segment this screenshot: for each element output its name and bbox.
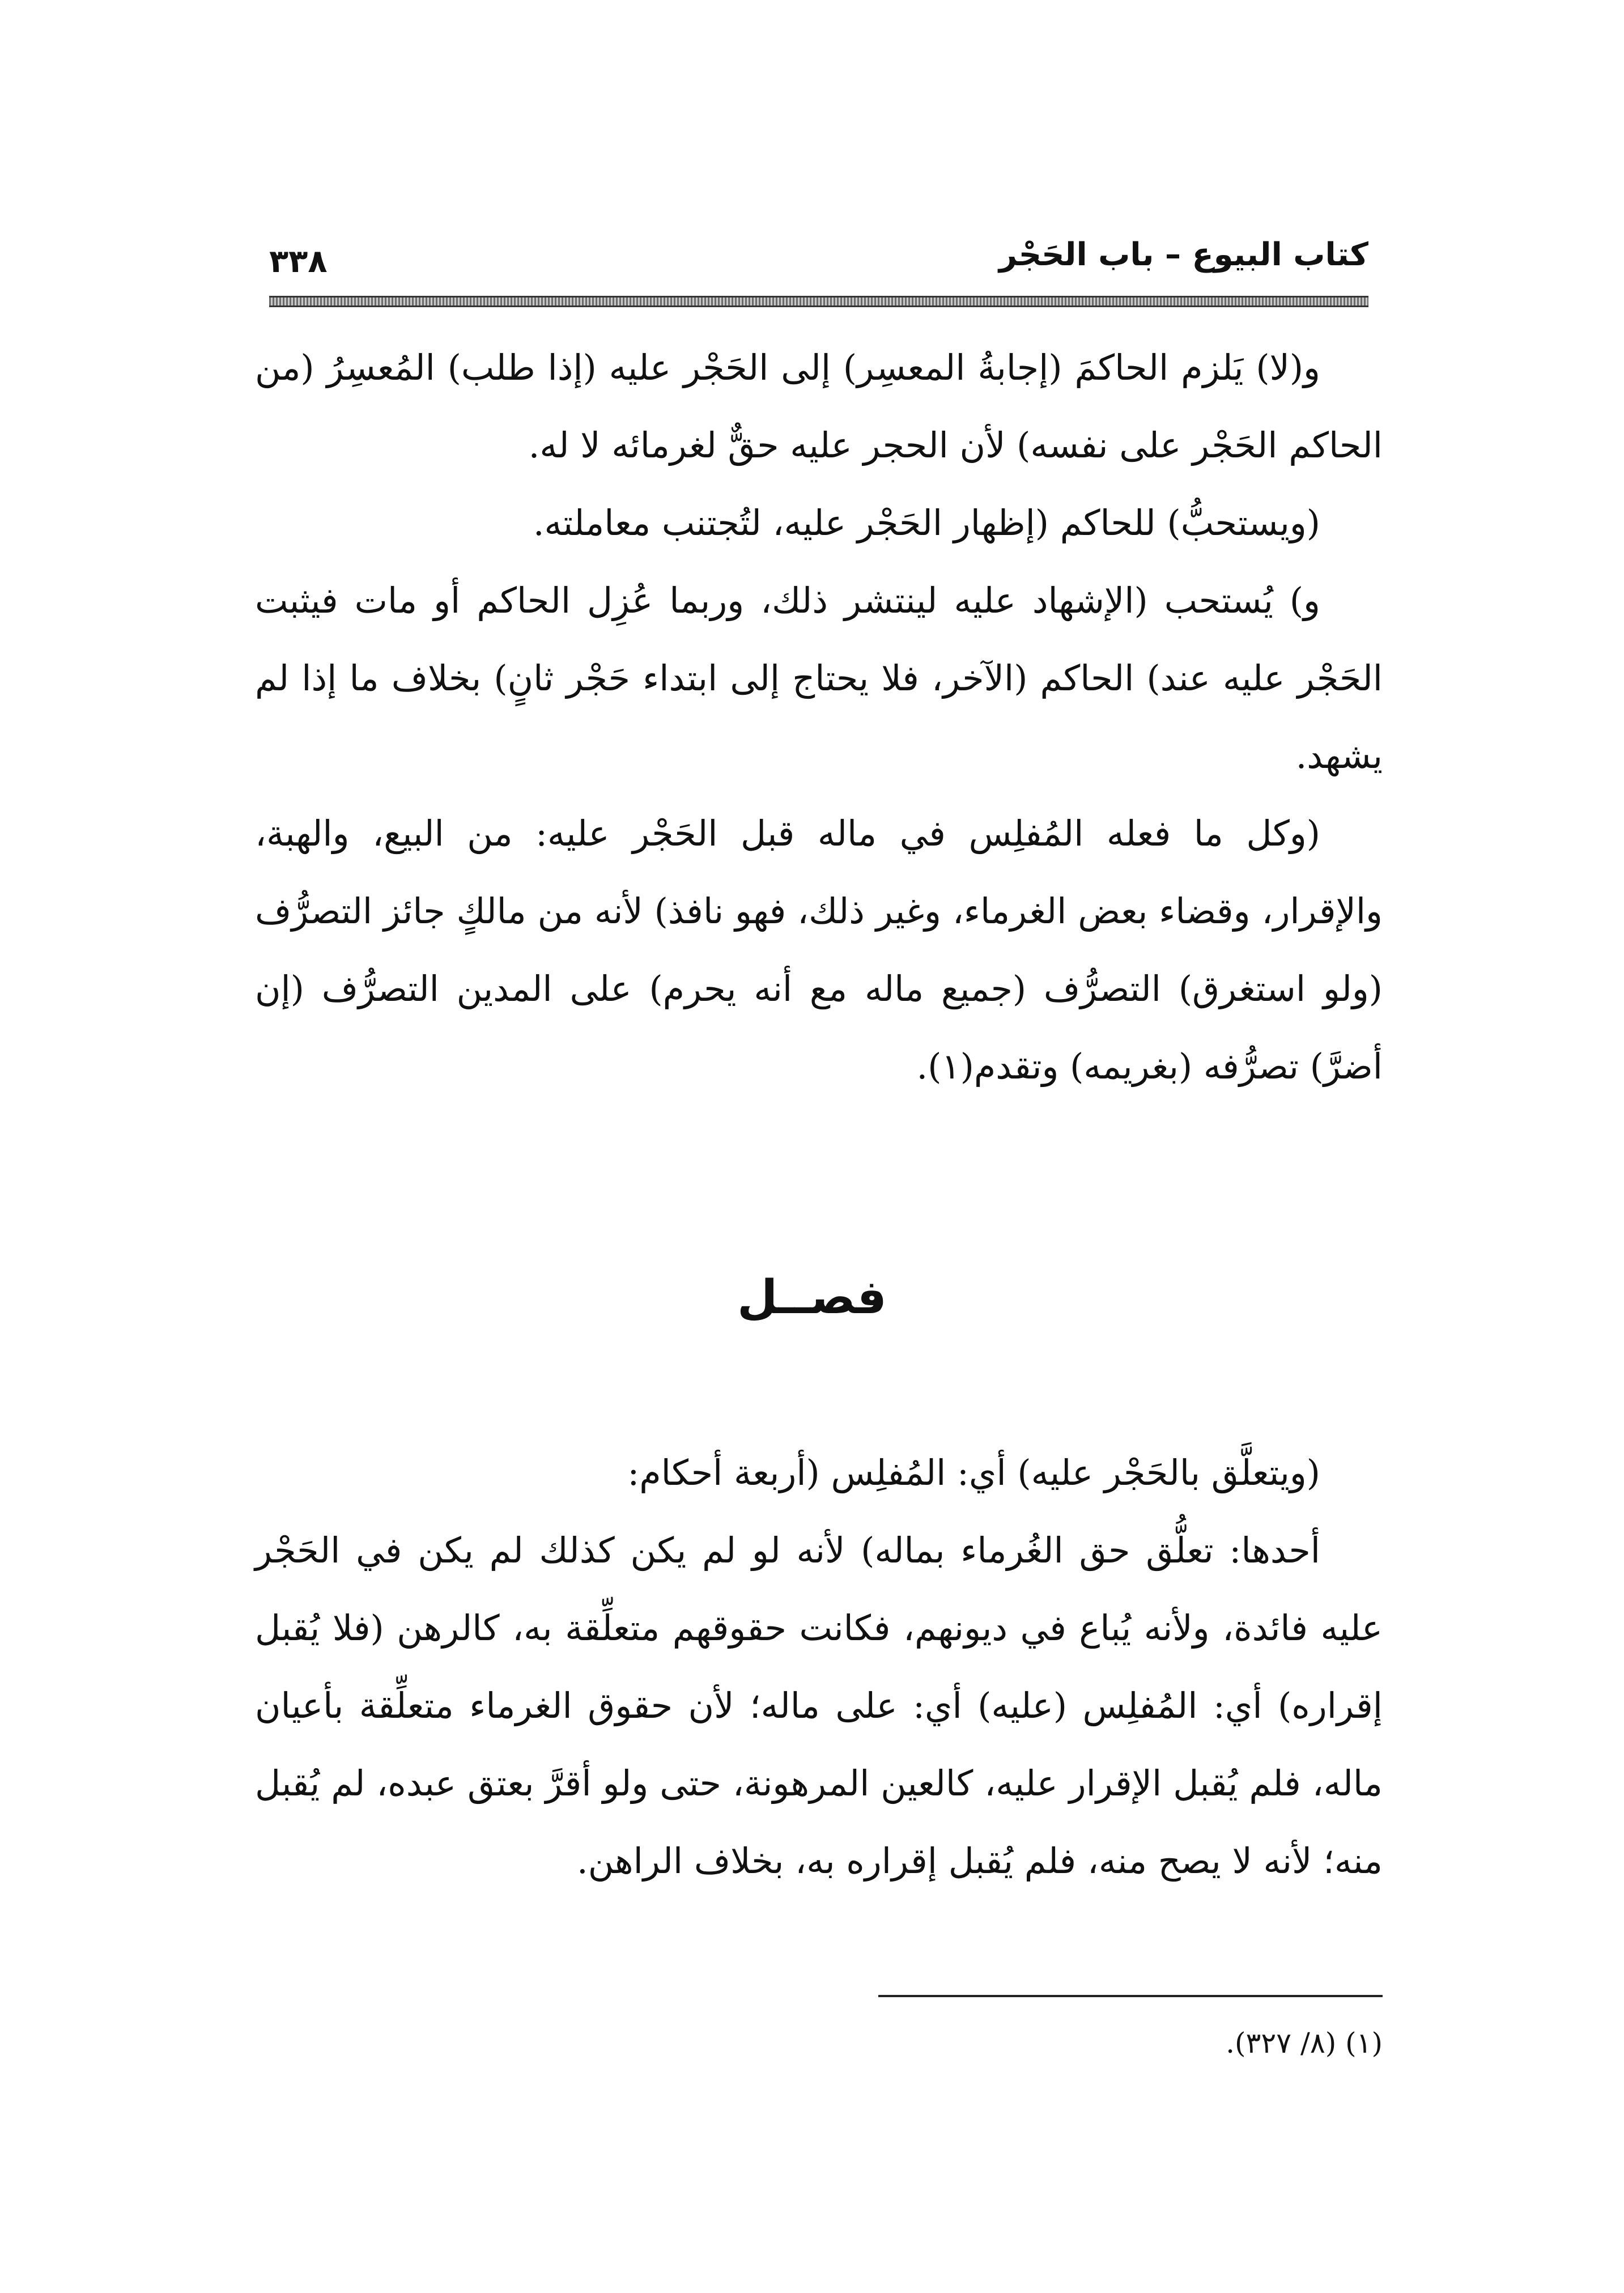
- paragraph: و) يُستحب (الإشهاد عليه لينتشر ذلك، وربما عُزِل الحاكم أو مات فيثبت الحَجْر عليه عند) الحاكم (الآخر، فلا يحتاج إلى ابتداء حَجْر ثانٍ) بخلاف ما إذا لم يشهد.: [255, 580, 1383, 776]
- paragraph: (ويتعلَّق بالحَجْر عليه) أي: المُفلِس (أربعة أحكام:: [627, 1452, 1320, 1493]
- section-heading: فصــل: [737, 1271, 887, 1324]
- footnote: (١) (٨/ ٣٢٧).: [1226, 2027, 1383, 2060]
- running-header-title: كتاب البيوع – باب الحَجْر: [998, 236, 1368, 273]
- main-text-block: [255, 329, 1383, 1105]
- page-number: ٣٣٨: [269, 243, 328, 280]
- section-text-block: [255, 1434, 1383, 1900]
- paragraph: (وكل ما فعله المُفلِس في ماله قبل الحَجْر عليه: من البيع، والهبة، والإقرار، وقضاء بعض الغرماء، وغير ذلك، فهو نافذ) لأنه من مالكٍ جائز التصرُّف (ولو استغرق) التصرُّف (جميع ماله مع أنه يحرم) على المدين التصرُّف (إن أضرَّ) تصرُّفه (بغريمه) وتقدم(١).: [255, 813, 1383, 1087]
- running-header: [269, 227, 1368, 289]
- header-divider: [269, 296, 1368, 307]
- paragraph: (ويستحبُّ) للحاكم (إظهار الحَجْر عليه، لتُجتنب معاملته.: [533, 502, 1320, 543]
- footnote-divider: [878, 1995, 1383, 1997]
- paragraph: أحدها: تعلُّق حق الغُرماء بماله) لأنه لو لم يكن كذلك لم يكن في الحَجْر عليه فائدة، ولأنه يُباع في ديونهم، فكانت حقوقهم متعلِّقة به، كالرهن (فلا يُقبل إقراره) أي: المُفلِس (عليه) أي: على ماله؛ لأن حقوق الغرماء متعلِّقة بأعيان ماله، فلم يُقبل الإقرار عليه، كالعين المرهونة، حتى ولو أقرَّ بعتق عبده، لم يُقبل منه؛ لأنه لا يصح منه، فلم يُقبل إقراره به، بخلاف الراهن.: [255, 1530, 1383, 1882]
- paragraph: و(لا) يَلزم الحاكمَ (إجابةُ المعسِر) إلى الحَجْر عليه (إذا طلب) المُعسِرُ (من الحاكم الحَجْر على نفسه) لأن الحجر عليه حقٌّ لغرمائه لا له.: [255, 347, 1383, 466]
